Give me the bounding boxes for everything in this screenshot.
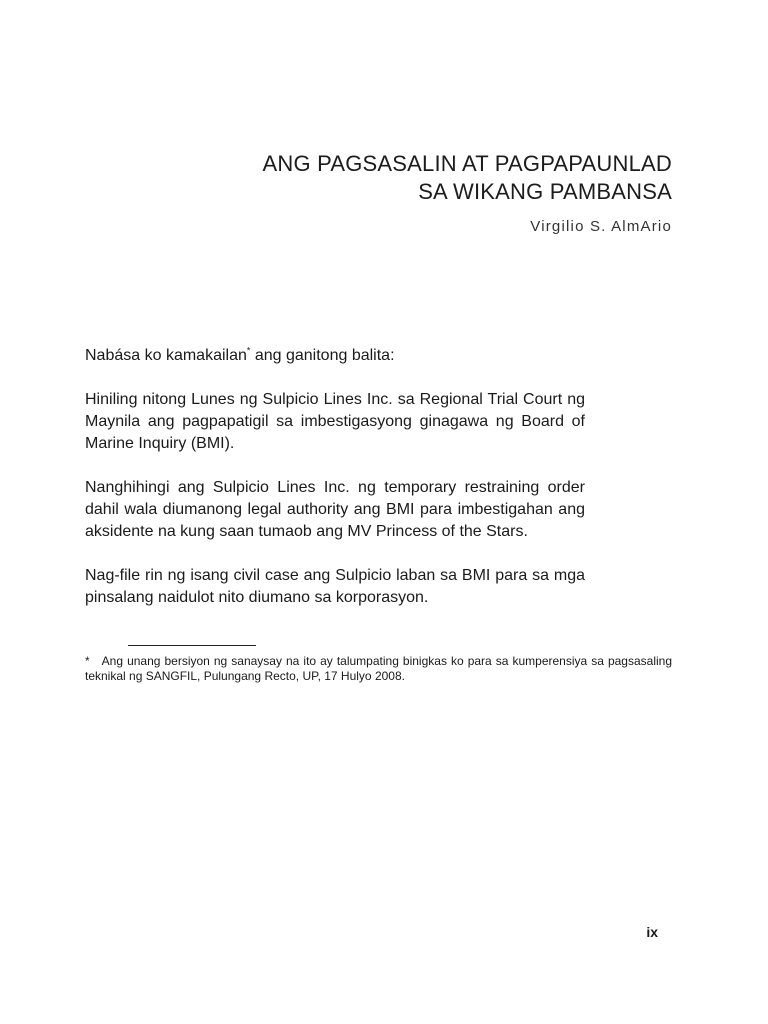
footnote-marker: * bbox=[85, 654, 90, 668]
page-number: ix bbox=[646, 924, 658, 940]
paragraph-1: Hiniling nitong Lunes ng Sulpicio Lines Inc. sa Regional Trial Court ng Maynila ang pagpapatigil sa imbestigasyong ginagawa ng Board of Marine Inquiry (BMI). bbox=[85, 391, 585, 452]
footnote-reference-mark: * bbox=[246, 345, 251, 356]
footnote-text: Ang unang bersiyon ng sanaysay na ito ay talumpating binigkas ko para sa kumperensiya sa pagsasaling teknikal ng SANGFIL, Pulungang Recto, UP, 17 Hulyo 2008. bbox=[85, 654, 672, 683]
footnote-divider bbox=[128, 645, 256, 646]
title-block bbox=[180, 150, 672, 235]
author-name: Virgilio S. AlmArio bbox=[530, 218, 672, 235]
intro-paragraph bbox=[85, 345, 585, 367]
body-text bbox=[85, 345, 585, 631]
paragraph-2: Nanghihingi ang Sulpicio Lines Inc. ng temporary restraining order dahil wala diumanong legal authority ang BMI para imbestigahan ang aksidente na kung saan tumaob ang MV Princess of the Stars. bbox=[85, 479, 585, 540]
title-line-1: ANG PAGSASALIN AT PAGPAPAUNLAD bbox=[262, 151, 672, 176]
intro-text-after: ang ganitong balita: bbox=[250, 347, 395, 364]
paragraph-3: Nag-file rin ng isang civil case ang Sulpicio laban sa BMI para sa mga pinsalang naidulot nito diumano sa korporasyon. bbox=[85, 567, 585, 606]
intro-text-before: Nabása ko kamakailan bbox=[85, 347, 247, 364]
footnote bbox=[85, 654, 672, 684]
title-line-2: SA WIKANG PAMBANSA bbox=[418, 179, 672, 204]
